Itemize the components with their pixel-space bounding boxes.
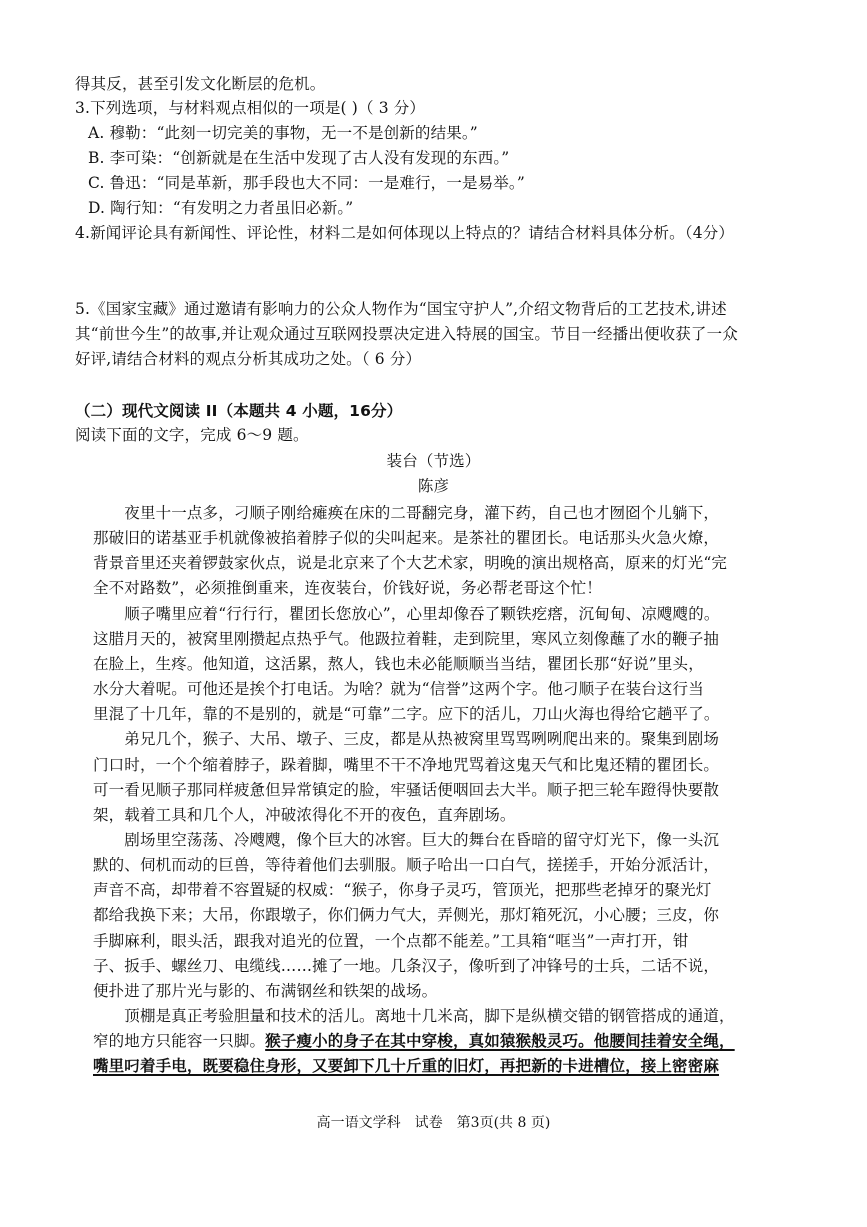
passage-line: 声音不高，却带着不容置疑的权威：“猴子，你身子灵巧，管顶光，把那些老掉牙的聚光灯 [93, 881, 712, 900]
passage-line: 那破旧的诺基亚手机就像被掐着脖子似的尖叫起来。是茶社的瞿团长。电话那头火急火燎， [93, 529, 720, 548]
passage-final-line-2 [93, 1055, 719, 1077]
passage-line: 默的、伺机而动的巨兽，等待着他们去驯服。顺子哈出一口白气，搓搓手，开始分派活计， [93, 856, 720, 875]
passage-line: 剧场里空荡荡、冷飕飕，像个巨大的冰窖。巨大的舞台在昏暗的留守灯光下，像一头沉 [93, 830, 720, 849]
passage-line: 手脚麻利，眼头活，跟我对追光的位置，一个点都不能差。”工具箱“哐当”一声打开，钳 [93, 931, 689, 950]
passage-line: 全不对路数”，必须推倒重来，连夜装台，价钱好说，务必帮老哥这个忙！ [93, 579, 602, 598]
passage-line: 顶棚是真正考验胆量和技术的活儿。离地十几米高，脚下是纵横交错的钢管搭成的通道， [93, 1007, 735, 1025]
passage-underlined-span-2: 嘴里叼着手电，既要稳住身形，又要卸下几十斤重的旧灯，再把新的卡进槽位，接上密密麻 [93, 1056, 720, 1075]
passage-final-line-1 [93, 1030, 735, 1052]
passage-line: 在脸上，生疼。他知道，这活累，熬人，钱也未必能顺顺当当结，瞿团长那“好说”里头， [93, 654, 704, 673]
passage-line: 里混了十几年，靠的不是别的，就是“可靠”二字。应下的活儿，刀山火海也得给它趟平了。 [93, 705, 720, 724]
section-heading: （二）现代文阅读 II（本题共 4 小题，16分） [75, 402, 403, 420]
passage-title: 装台（节选） [386, 452, 481, 470]
passage-line: 都给我换下来；大吊，你跟墩子，你们俩力气大，弄侧光，那灯箱死沉，小心腰；三皮，你 [93, 906, 720, 925]
question-3-option-b: B. 李可染：“创新就是在生活中发现了古人没有发现的东西。” [88, 149, 510, 167]
passage-author: 陈彦 [417, 477, 450, 495]
intro-tail: 得其反，甚至引发文化断层的危机。 [75, 75, 326, 93]
question-5-line-3: 好评,请结合材料的观点分析其成功之处。（ 6 分） [75, 350, 422, 368]
passage-underlined-span-1: 猴子瘦小的身子在其中穿梭，真如猿猴般灵巧。他腰间挂着安全绳， [265, 1031, 735, 1050]
question-3-stem: 3.下列选项，与材料观点相似的一项是( )（ 3 分） [75, 99, 426, 117]
passage-line: 架，载着工具和几个人，冲破浓得化不开的夜色，直奔剧场。 [93, 805, 516, 824]
question-3-option-d: D. 陶行知：“有发明之力者虽旧必新。” [88, 199, 354, 217]
question-4: 4.新闻评论具有新闻性、评论性，材料二是如何体现以上特点的？请结合材料具体分析。（4分） [75, 224, 735, 242]
passage-line: 便扑进了那片光与影的、布满钢丝和铁架的战场。 [93, 981, 438, 1000]
question-3-option-a: A. 穆勒：“此刻一切完美的事物，无一不是创新的结果。” [88, 124, 478, 142]
section-instruction: 阅读下面的文字，完成 6～9 题。 [75, 426, 309, 444]
passage-line: 夜里十一点多，刁顺子刚给瘫痪在床的二哥翻完身，灌下药，自己也才囫囵个儿躺下， [93, 504, 720, 522]
question-5-line-1: 5.《国家宝藏》通过邀请有影响力的公众人物作为“国宝守护人”,介绍文物背后的工艺技术,讲述 [75, 300, 727, 318]
passage-line: 这腊月天的，被窝里刚攒起点热乎气。他趿拉着鞋，走到院里，寒风立刻像蘸了水的鞭子抽 [93, 629, 720, 648]
passage-line: 可一看见顺子那同样疲惫但异常镇定的脸，牢骚话便咽回去大半。顺子把三轮车蹬得快要散 [93, 780, 720, 799]
question-5-line-2: 其“前世今生”的故事,并让观众通过互联网投票决定进入特展的国宝。节目一经播出便收获了一众 [75, 325, 738, 343]
passage-final-plain: 窄的地方只能容一只脚。 [93, 1032, 266, 1050]
question-3-option-c: C. 鲁迅：“同是革新，那手段也大不同：一是难行，一是易举。” [88, 174, 525, 192]
passage-line: 门口时，一个个缩着脖子，跺着脚，嘴里不干不净地咒骂着这鬼天气和比鬼还精的瞿团长。 [93, 755, 720, 774]
passage-line: 背景音里还夹着锣鼓家伙点，说是北京来了个大艺术家，明晚的演出规格高，原来的灯光“完 [93, 554, 728, 573]
passage-line: 弟兄几个，猴子、大吊、墩子、三皮，都是从热被窝里骂骂咧咧爬出来的。聚集到剧场 [93, 730, 720, 749]
passage-line: 顺子嘴里应着“行行行，瞿团长您放心”，心里却像吞了颗铁疙瘩，沉甸甸、凉飕飕的。 [93, 604, 720, 623]
passage-line: 水分大着呢。可他还是挨个打电话。为啥？就为“信誉”这两个字。他刁顺子在装台这行当 [93, 680, 704, 699]
page-footer: 高一语文学科 试卷 第3页(共 8 页) [316, 1115, 551, 1131]
passage-line: 子、扳手、螺丝刀、电缆线……摊了一地。几条汉子，像听到了冲锋号的士兵，二话不说， [93, 956, 720, 975]
